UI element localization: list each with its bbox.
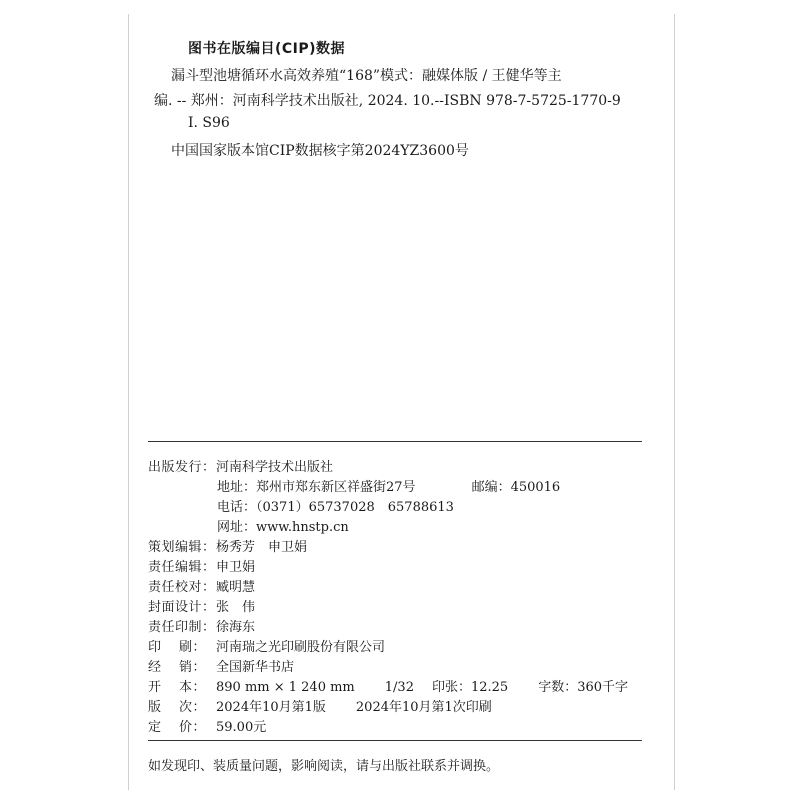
- cover-design-row: [148, 596, 255, 615]
- format-label-suffix: 本：: [179, 680, 207, 695]
- web-label: 网址：: [217, 520, 257, 535]
- cover-design-label: 封面设计：: [148, 600, 216, 615]
- phone-row: [217, 496, 454, 515]
- printer-row: [148, 636, 385, 655]
- cip-line-3: Ⅰ. S96: [188, 115, 230, 131]
- format-label: 开: [148, 680, 180, 695]
- editor-row: [148, 556, 255, 575]
- phone-label: 电话：: [217, 500, 257, 515]
- distributor-value: 全国新华书店: [216, 660, 295, 675]
- price-label-suffix: 价：: [179, 720, 207, 735]
- cip-line-1: 漏斗型池塘循环水高效养殖“168”模式：融媒体版 / 王健华等主: [171, 68, 562, 84]
- printing-supervisor-row: [148, 616, 255, 635]
- print-run-value: 2024年10月第1次印刷: [355, 700, 492, 715]
- cip-title: 图书在版编目(CIP)数据: [188, 41, 346, 57]
- planning-editor-row: [148, 536, 307, 555]
- cover-design-value: 张 伟: [216, 600, 256, 615]
- printing-supervisor-label: 责任印制：: [148, 620, 216, 635]
- postcode-label: 邮编：: [471, 480, 511, 495]
- words-label: 字数：: [538, 680, 578, 695]
- planning-editor-value: 杨秀芳 申卫娟: [216, 540, 308, 555]
- divider-bottom: [148, 740, 642, 741]
- proofreader-label: 责任校对：: [148, 580, 216, 595]
- editor-label: 责任编辑：: [148, 560, 216, 575]
- proofreader-value: 臧明慧: [216, 580, 256, 595]
- distributor-label-suffix: 销：: [179, 660, 207, 675]
- edition-value: 2024年10月第1版: [216, 700, 326, 715]
- printer-label-suffix: 刷：: [179, 640, 207, 655]
- cip-line-2: 编. -- 郑州：河南科学技术出版社, 2024. 10.--ISBN 978-7-5725-1770-9: [154, 93, 621, 109]
- quality-notice: 如发现印、装质量问题，影响阅读，请与出版社联系并调换。: [148, 759, 500, 774]
- printer-label: 印: [148, 640, 180, 655]
- edition-label-suffix: 次：: [179, 700, 207, 715]
- printing-supervisor-value: 徐海东: [216, 620, 256, 635]
- editor-value: 申卫娟: [216, 560, 256, 575]
- phone-value: （0371）65737028 65788613: [256, 500, 454, 515]
- distributor-label: 经: [148, 660, 180, 675]
- sheets-value: 12.25: [470, 680, 509, 695]
- sheets-label: 印张：: [431, 680, 471, 695]
- divider-top: [148, 441, 642, 442]
- format-fold: 1/32: [384, 680, 414, 695]
- distributor-row: [148, 656, 294, 675]
- cip-line-4: 中国国家版本馆CIP数据核字第2024YZ3600号: [171, 143, 469, 159]
- postcode-value: 450016: [510, 480, 561, 495]
- address-label: 地址：: [217, 480, 257, 495]
- publisher-value: 河南科学技术出版社: [216, 460, 334, 475]
- publisher-row: [148, 456, 333, 475]
- words-value: 360千字: [577, 680, 629, 695]
- printer-value: 河南瑞之光印刷股份有限公司: [216, 640, 386, 655]
- price-value: 59.00元: [216, 720, 267, 735]
- proofreader-row: [148, 576, 255, 595]
- web-value: www.hnstp.cn: [256, 520, 349, 535]
- format-size: 890 mm × 1 240 mm: [216, 680, 355, 695]
- web-row: [217, 516, 349, 535]
- address-row: [217, 476, 560, 495]
- planning-editor-label: 策划编辑：: [148, 540, 216, 555]
- price-row: [148, 716, 266, 735]
- publisher-label: 出版发行：: [148, 460, 216, 475]
- format-row: [148, 676, 628, 695]
- address-value: 郑州市郑东新区祥盛街27号: [256, 480, 416, 495]
- edition-row: [148, 696, 492, 715]
- edition-label: 版: [148, 700, 180, 715]
- price-label: 定: [148, 720, 180, 735]
